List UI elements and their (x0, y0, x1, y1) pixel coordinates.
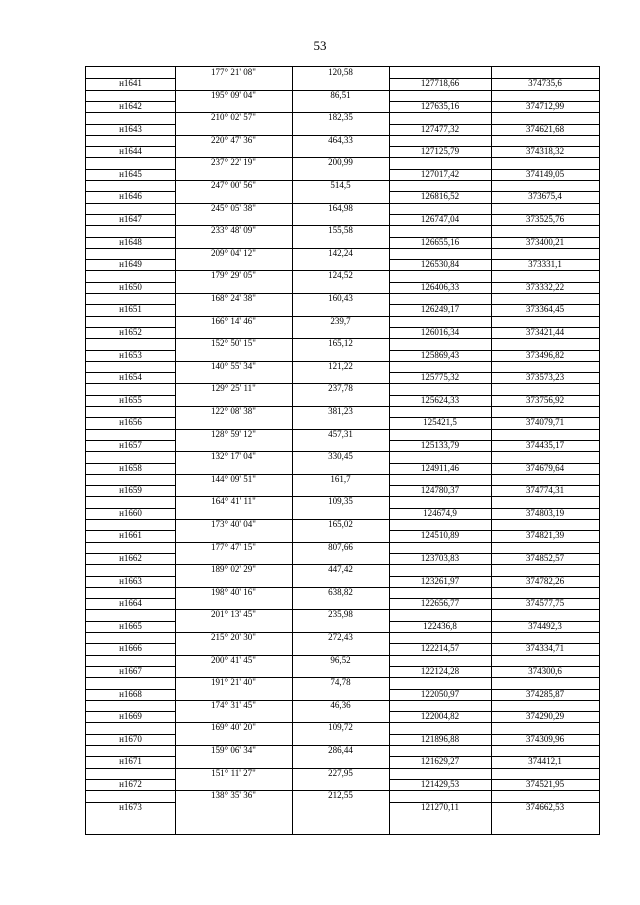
point-row (86, 553, 599, 564)
x-coordinate-cell: 122004,82 (420, 711, 460, 722)
point-row (86, 169, 599, 180)
point-id-cell: н1648 (119, 236, 142, 247)
y-coordinate-cell: 374577,75 (525, 598, 565, 609)
length-cell: 330,45 (328, 451, 353, 462)
segment-row (86, 90, 599, 101)
x-coordinate-cell: 127718,66 (420, 78, 460, 89)
bearing-cell: 128° 59' 12" (211, 428, 256, 439)
length-cell: 74,78 (330, 677, 351, 688)
segment-row (86, 157, 599, 168)
segment-row (86, 293, 599, 304)
point-id-cell: н1641 (119, 78, 142, 89)
x-coordinate-cell: 125775,32 (420, 372, 460, 383)
point-row (86, 734, 599, 745)
coordinates-table (85, 66, 600, 835)
length-cell: 227,95 (328, 767, 353, 778)
bearing-cell: 189° 02' 29" (211, 564, 256, 575)
point-row (86, 101, 599, 112)
length-cell: 514,5 (330, 180, 351, 190)
y-coordinate-cell: 374662,53 (525, 801, 565, 812)
point-row (86, 485, 599, 496)
point-id-cell: н1664 (119, 598, 142, 609)
point-id-cell: н1659 (119, 485, 142, 496)
bearing-cell: 169° 40' 20" (211, 722, 256, 733)
segment-row (86, 587, 599, 598)
x-coordinate-cell: 127477,32 (420, 123, 460, 134)
segment-row (86, 474, 599, 485)
length-cell: 121,22 (328, 360, 353, 371)
y-coordinate-cell: 374782,26 (525, 575, 565, 586)
point-id-cell: н1673 (119, 801, 142, 812)
point-id-cell: н1667 (119, 665, 142, 676)
segment-row (86, 496, 599, 507)
segment-row (86, 406, 599, 417)
x-coordinate-cell: 124674,9 (423, 507, 457, 518)
length-cell: 239,7 (330, 315, 351, 326)
x-coordinate-cell: 124780,37 (420, 485, 460, 496)
x-coordinate-cell: 126406,33 (420, 281, 460, 292)
point-row (86, 417, 599, 428)
point-id-cell: н1646 (119, 191, 142, 202)
x-coordinate-cell: 121270,11 (421, 801, 459, 812)
x-coordinate-cell: 125133,79 (420, 439, 460, 450)
length-cell: 464,33 (328, 134, 353, 145)
y-coordinate-cell: 373496,82 (525, 349, 565, 360)
point-row (86, 78, 599, 89)
length-cell: 182,35 (328, 112, 353, 123)
x-coordinate-cell: 123703,83 (420, 552, 460, 563)
point-id-cell: н1657 (119, 439, 142, 450)
segment-row (86, 270, 599, 281)
bearing-cell: 144° 09' 51" (211, 473, 256, 484)
point-row (86, 440, 599, 451)
bearing-cell: 164° 41' 11" (211, 496, 256, 507)
x-coordinate-cell: 121429,53 (420, 778, 460, 789)
point-row (86, 304, 599, 315)
length-cell: 807,66 (328, 541, 353, 552)
length-cell: 212,55 (328, 790, 353, 801)
point-id-cell: н1672 (119, 778, 142, 789)
bearing-cell: 174° 31' 45" (211, 699, 256, 710)
y-coordinate-cell: 374079,71 (525, 417, 565, 428)
bearing-cell: 179° 29' 05" (211, 270, 256, 281)
y-coordinate-cell: 374285,87 (525, 688, 565, 699)
length-cell: 161,7 (330, 473, 351, 484)
x-coordinate-cell: 125624,33 (420, 394, 460, 405)
point-id-cell: н1643 (119, 123, 142, 134)
x-coordinate-cell: 125869,43 (420, 349, 460, 360)
bearing-cell: 220° 47' 36" (211, 134, 256, 145)
y-coordinate-cell: 374334,71 (525, 643, 565, 654)
point-row (86, 372, 599, 383)
x-coordinate-cell: 122436,8 (423, 620, 457, 631)
segment-row (86, 768, 599, 779)
segment-row (86, 225, 599, 236)
y-coordinate-cell: 374735,6 (528, 78, 562, 89)
bearing-cell: 132° 17' 04" (211, 451, 256, 462)
x-coordinate-cell: 126016,34 (420, 326, 460, 337)
segment-row (86, 429, 599, 440)
x-coordinate-cell: 126747,04 (420, 213, 460, 224)
point-row (86, 621, 599, 632)
y-coordinate-cell: 373364,45 (525, 304, 565, 315)
length-cell: 164,98 (328, 202, 353, 213)
point-id-cell: н1666 (119, 643, 142, 654)
point-id-cell: н1669 (119, 711, 142, 722)
segment-row (86, 338, 599, 349)
segment-row (86, 316, 599, 327)
bearing-cell: 210° 02' 57" (211, 112, 256, 123)
segment-row (86, 677, 599, 688)
y-coordinate-cell: 374412,1 (528, 756, 562, 767)
y-coordinate-cell: 373525,76 (525, 213, 565, 224)
point-row (86, 124, 599, 135)
length-cell: 96,52 (330, 654, 351, 665)
bearing-cell: 191° 21' 40" (211, 677, 256, 688)
point-id-cell: н1655 (119, 394, 142, 405)
x-coordinate-cell: 122124,28 (420, 665, 460, 676)
y-coordinate-cell: 374149,05 (525, 168, 565, 179)
point-id-cell: н1647 (119, 213, 142, 224)
length-cell: 165,12 (328, 338, 353, 349)
y-coordinate-cell: 374492,3 (528, 620, 562, 631)
point-row (86, 530, 599, 541)
y-coordinate-cell: 373332,22 (525, 281, 565, 292)
y-coordinate-cell: 373331,1 (528, 259, 562, 270)
x-coordinate-cell: 124510,89 (420, 530, 460, 541)
point-row (86, 463, 599, 474)
y-coordinate-cell: 373400,21 (525, 236, 565, 247)
point-id-cell: н1660 (119, 507, 142, 518)
length-cell: 286,44 (328, 745, 353, 755)
bearing-cell: 138° 35' 36" (211, 790, 256, 801)
bearing-cell: 198° 40' 16" (211, 586, 256, 597)
segment-row (86, 564, 599, 575)
y-coordinate-cell: 374679,64 (525, 462, 565, 473)
point-row (86, 643, 599, 654)
length-cell: 638,82 (328, 586, 353, 597)
point-id-cell: н1668 (119, 688, 142, 699)
bearing-cell: 166° 14' 46" (211, 315, 256, 326)
bearing-cell: 233° 48' 09" (211, 225, 256, 236)
segment-row (86, 135, 599, 146)
segment-row (86, 542, 599, 553)
point-id-cell: н1670 (119, 733, 142, 744)
point-id-cell: н1663 (119, 575, 142, 586)
point-id-cell: н1651 (119, 304, 142, 315)
bearing-cell: 245° 05' 38" (211, 202, 256, 213)
y-coordinate-cell: 374521,95 (525, 778, 565, 789)
length-cell: 235,98 (328, 609, 353, 620)
point-row (86, 802, 599, 813)
bearing-cell: 215° 20' 30" (211, 632, 256, 642)
bearing-cell: 152° 50' 15" (211, 338, 256, 349)
length-cell: 86,51 (330, 89, 351, 100)
x-coordinate-cell: 122656,77 (420, 598, 460, 609)
point-id-cell: н1654 (119, 372, 142, 383)
point-id-cell: н1662 (119, 552, 142, 563)
length-cell: 165,02 (328, 519, 353, 529)
y-coordinate-cell: 374300,6 (528, 665, 562, 676)
x-coordinate-cell: 123261,97 (420, 575, 460, 586)
point-id-cell: н1671 (119, 756, 142, 767)
bearing-cell: 200° 41' 45" (211, 654, 256, 665)
segment-row (86, 383, 599, 394)
x-coordinate-cell: 127125,79 (420, 146, 460, 157)
y-coordinate-cell: 374318,32 (525, 146, 565, 157)
length-cell: 142,24 (328, 247, 353, 258)
segment-row (86, 722, 599, 733)
segment-row (86, 519, 599, 530)
y-coordinate-cell: 374435,17 (525, 439, 565, 450)
bearing-cell: 173° 40' 04" (211, 519, 256, 529)
y-coordinate-cell: 374712,99 (525, 100, 565, 111)
point-id-cell: н1665 (119, 620, 142, 631)
point-id-cell: н1653 (119, 349, 142, 360)
point-row (86, 395, 599, 406)
point-row (86, 146, 599, 157)
point-id-cell: н1658 (119, 462, 142, 473)
length-cell: 155,58 (328, 225, 353, 236)
segment-row (86, 112, 599, 123)
x-coordinate-cell: 126249,17 (420, 304, 460, 315)
y-coordinate-cell: 374803,19 (525, 507, 565, 518)
length-cell: 200,99 (328, 157, 353, 168)
bearing-cell: 209° 04' 12" (211, 247, 256, 258)
bearing-cell: 122° 08' 38" (211, 406, 256, 416)
bearing-cell: 247° 00' 56" (211, 180, 256, 190)
point-id-cell: н1656 (119, 417, 142, 428)
point-row (86, 666, 599, 677)
segment-row (86, 361, 599, 372)
bearing-cell: 195° 09' 04" (211, 89, 256, 100)
point-row (86, 576, 599, 587)
point-row (86, 214, 599, 225)
segment-row (86, 67, 599, 78)
x-coordinate-cell: 121629,27 (420, 756, 460, 767)
x-coordinate-cell: 125421,5 (423, 417, 457, 428)
bearing-cell: 159° 06' 34" (211, 745, 256, 755)
bearing-cell: 177° 21' 08" (211, 67, 256, 77)
point-id-cell: н1644 (119, 146, 142, 157)
point-row (86, 711, 599, 722)
bearing-cell: 168° 24' 38" (211, 293, 256, 303)
x-coordinate-cell: 126816,52 (420, 191, 460, 202)
length-cell: 237,78 (328, 383, 353, 394)
point-id-cell: н1642 (119, 100, 142, 111)
y-coordinate-cell: 374774,31 (525, 485, 565, 496)
segment-row (86, 700, 599, 711)
segment-row (86, 609, 599, 620)
point-row (86, 282, 599, 293)
y-coordinate-cell: 374290,29 (525, 711, 565, 722)
length-cell: 46,36 (330, 699, 351, 710)
x-coordinate-cell: 126530,84 (420, 259, 460, 270)
point-row (86, 508, 599, 519)
point-id-cell: н1652 (119, 326, 142, 337)
x-coordinate-cell: 122050,97 (420, 688, 460, 699)
y-coordinate-cell: 373573,23 (525, 372, 565, 383)
x-coordinate-cell: 122214,57 (420, 643, 460, 654)
length-cell: 457,31 (328, 428, 353, 439)
segment-row (86, 248, 599, 259)
page-number: 53 (313, 38, 327, 53)
y-coordinate-cell: 373756,92 (525, 394, 565, 405)
y-coordinate-cell: 374821,39 (525, 530, 565, 541)
bearing-cell: 151° 11' 27" (211, 767, 256, 778)
y-coordinate-cell: 373675,4 (528, 191, 562, 202)
y-coordinate-cell: 374621,68 (525, 123, 565, 134)
length-cell: 109,72 (328, 722, 353, 733)
x-coordinate-cell: 127635,16 (420, 100, 460, 111)
point-id-cell: н1645 (119, 168, 142, 179)
bearing-cell: 140° 55' 34" (211, 360, 256, 371)
x-coordinate-cell: 124911,46 (421, 462, 459, 473)
bearing-cell: 177° 47' 15" (211, 541, 256, 552)
point-row (86, 327, 599, 338)
length-cell: 272,43 (328, 632, 353, 642)
bearing-cell: 201° 13' 45" (211, 609, 256, 620)
point-row (86, 191, 599, 202)
point-row (86, 237, 599, 248)
length-cell: 124,52 (328, 270, 353, 281)
segment-row (86, 203, 599, 214)
point-row (86, 350, 599, 361)
y-coordinate-cell: 374852,57 (525, 552, 565, 563)
y-coordinate-cell: 374309,96 (525, 733, 565, 744)
segment-row (86, 655, 599, 666)
length-cell: 381,23 (328, 406, 353, 416)
x-coordinate-cell: 126655,16 (420, 236, 460, 247)
point-id-cell: н1650 (119, 281, 142, 292)
point-row (86, 756, 599, 767)
segment-row (86, 180, 599, 191)
point-row (86, 259, 599, 270)
length-cell: 447,42 (328, 564, 353, 575)
segment-row (86, 790, 599, 801)
length-cell: 160,43 (328, 293, 353, 303)
point-row (86, 598, 599, 609)
bearing-cell: 129° 25' 11" (211, 383, 256, 394)
x-coordinate-cell: 121896,88 (420, 733, 460, 744)
point-row (86, 779, 599, 790)
segment-row (86, 451, 599, 462)
length-cell: 109,35 (328, 496, 353, 507)
bearing-cell: 237° 22' 19" (211, 157, 256, 168)
y-coordinate-cell: 373421,44 (525, 326, 565, 337)
segment-row (86, 745, 599, 756)
x-coordinate-cell: 127017,42 (420, 168, 460, 179)
point-row (86, 689, 599, 700)
point-id-cell: н1649 (119, 259, 142, 270)
point-id-cell: н1661 (119, 530, 142, 541)
length-cell: 120,58 (328, 67, 353, 77)
segment-row (86, 632, 599, 643)
